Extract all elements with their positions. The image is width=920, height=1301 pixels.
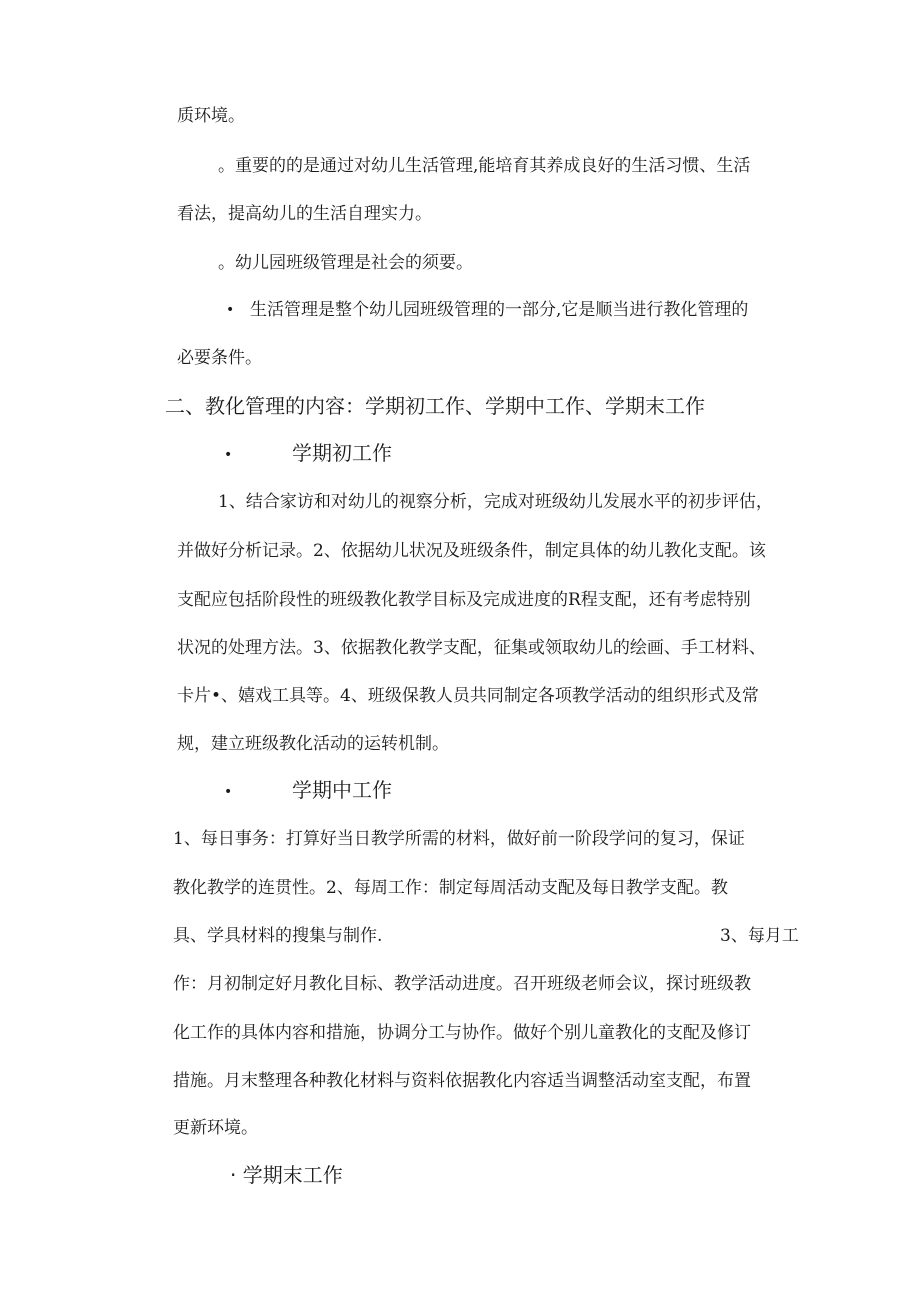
bullet-icon: • bbox=[224, 447, 233, 463]
body-line: 化工作的具体内容和措施，协调分工与协作。做好个别儿童教化的支配及修订 bbox=[173, 1023, 751, 1043]
section-heading: 二、教化管理的内容：学期初工作、学期中工作、学期末工作 bbox=[165, 394, 705, 418]
body-line: 生活管理是整个幼儿园班级管理的一部分,它是顺当进行教化管理的 bbox=[250, 300, 749, 320]
subsection-heading: 学期中工作 bbox=[292, 778, 392, 802]
body-line: 。重要的的是通过对幼儿生活管理,能培育其养成良好的生活习惯、生活 bbox=[218, 156, 751, 176]
body-line: 状况的处理方法。3、依据教化教学支配，征集或领取幼儿的绘画、手工材料、 bbox=[177, 638, 766, 658]
body-line: 作：月初制定好月教化目标、教学活动进度。召开班级老师会议，探讨班级教 bbox=[173, 974, 751, 994]
body-line: 并做好分析记录。2、依据幼儿状况及班级条件，制定具体的幼儿教化支配。该 bbox=[177, 541, 766, 561]
body-line: 3、每月工 bbox=[720, 926, 799, 946]
body-line: 必要条件。 bbox=[177, 348, 262, 368]
body-line: 支配应包括阶段性的班级教化教学目标及完成进度的R程支配，还有考虑特别 bbox=[177, 590, 751, 610]
body-line: 措施。月末整理各种教化材料与资料依据教化内容适当调整活动室支配，布置 bbox=[173, 1071, 751, 1091]
body-line: 教化教学的连贯性。2、每周工作：制定每周活动支配及每日教学支配。教 bbox=[173, 878, 728, 898]
body-line: 看法，提高幼儿的生活自理实力。 bbox=[177, 204, 432, 224]
subsection-heading: · 学期末工作 bbox=[230, 1163, 343, 1187]
body-line: 更新环境。 bbox=[173, 1118, 258, 1138]
body-line: 具、学具材料的搜集与制作. bbox=[173, 926, 383, 946]
body-line: 卡片•、嬉戏工具等。4、班级保教人员共同制定各项教学活动的组织形式及常 bbox=[177, 686, 759, 706]
body-line: 1、每日事务：打算好当日教学所需的材料，做好前一阶段学问的复习，保证 bbox=[173, 829, 745, 849]
bullet-icon: • bbox=[224, 784, 233, 800]
body-line: 质环境。 bbox=[177, 106, 245, 126]
body-line: 。幼儿园班级管理是社会的须要。 bbox=[218, 253, 473, 273]
bullet-icon: • bbox=[226, 302, 235, 318]
subsection-heading: 学期初工作 bbox=[292, 441, 392, 465]
body-line: 1、结合家访和对幼儿的视察分析，完成对班级幼儿发展水平的初步评估， bbox=[218, 492, 773, 512]
body-line: 规，建立班级教化活动的运转机制。 bbox=[177, 734, 449, 754]
